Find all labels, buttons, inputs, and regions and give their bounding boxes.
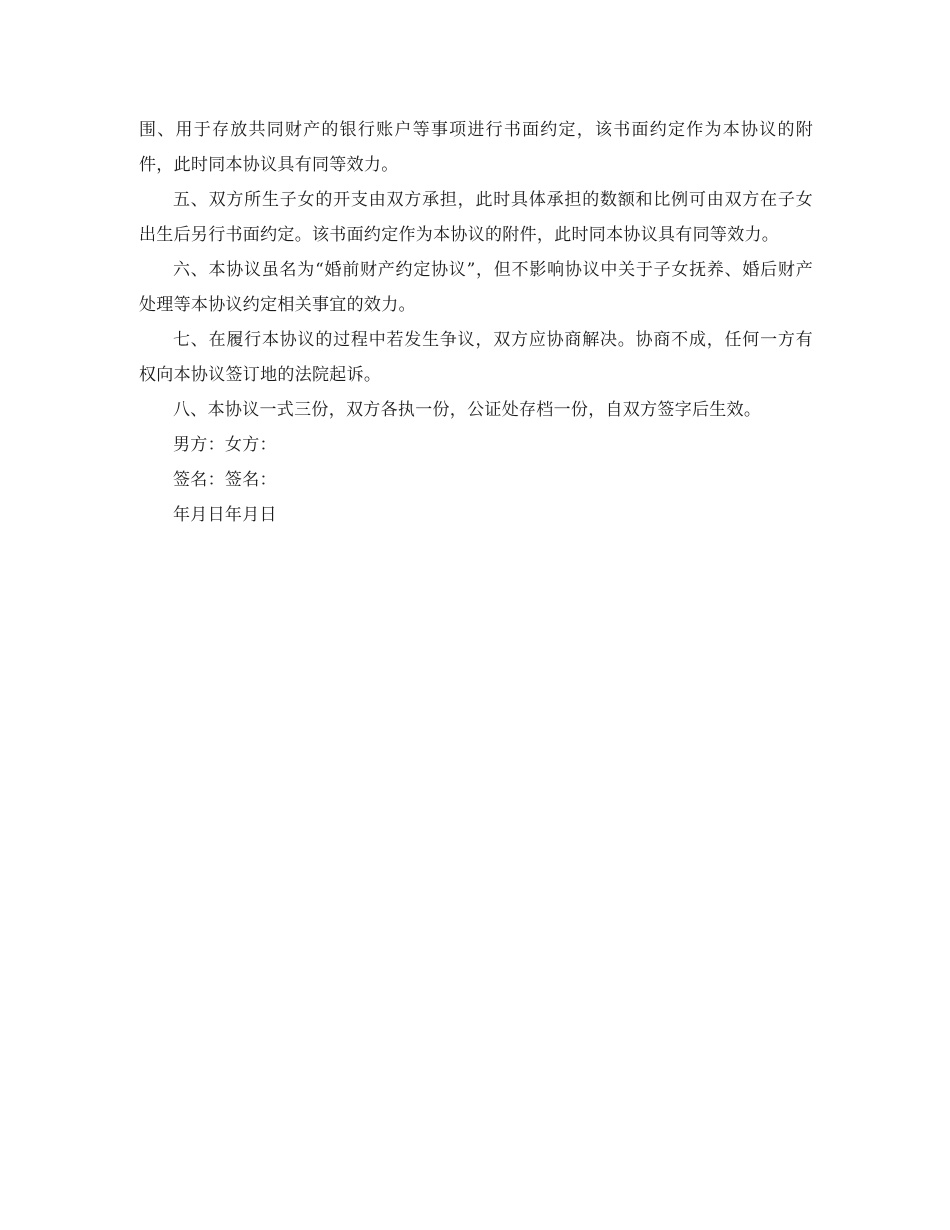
clause-five: 五、双方所生子女的开支由双方承担，此时具体承担的数额和比例可由双方在子女出生后另行书面约定。该书面约定作为本协议的附件，此时同本协议具有同等效力。: [139, 190, 813, 245]
document-body: [139, 113, 813, 533]
signature-parties: 男方：女方：: [173, 435, 277, 455]
signature-line: 签名：签名：: [173, 470, 277, 490]
clause-eight: 八、本协议一式三份，双方各执一份，公证处存档一份，自双方签字后生效。: [173, 400, 762, 420]
clause-seven: 七、在履行本协议的过程中若发生争议，双方应协商解决。协商不成，任何一方有权向本协议签订地的法院起诉。: [139, 330, 813, 385]
clause-six: 六、本协议虽名为“婚前财产约定协议”，但不影响协议中关于子女抚养、婚后财产处理等本协议约定相关事宜的效力。: [139, 260, 813, 315]
signature-date: 年月日年月日: [173, 505, 277, 525]
paragraph-continued: 围、用于存放共同财产的银行账户等事项进行书面约定，该书面约定作为本协议的附件，此时同本协议具有同等效力。: [139, 120, 813, 175]
